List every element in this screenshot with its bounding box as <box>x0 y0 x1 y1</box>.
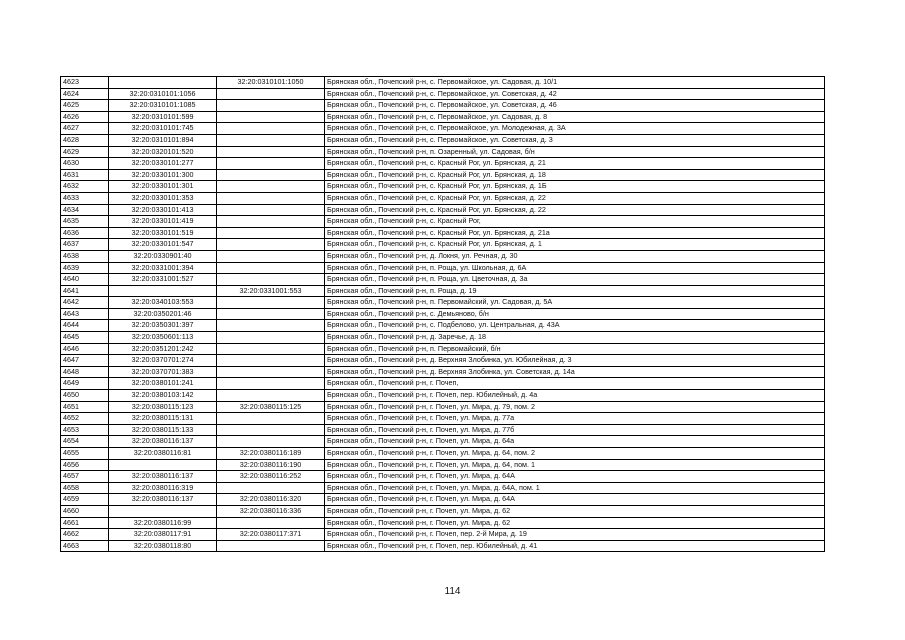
premises-cadastral-number-cell: 32:20:0380116:320 <box>217 494 325 506</box>
address-cell: Брянская обл., Почепский р-н, с. Красный Рог, ул. Брянская, д. 22 <box>325 204 825 216</box>
address-cell: Брянская обл., Почепский р-н, с. Первомайское, ул. Советская, д. 3 <box>325 134 825 146</box>
cadastral-number-cell: 32:20:0340103:553 <box>109 297 217 309</box>
cadastral-number-cell: 32:20:0380116:319 <box>109 482 217 494</box>
address-cell: Брянская обл., Почепский р-н, с. Красный Рог, ул. Брянская, д. 22 <box>325 192 825 204</box>
address-cell: Брянская обл., Почепский р-н, с. Красный Рог, ул. Брянская, д. 1 <box>325 239 825 251</box>
table-row <box>61 401 825 413</box>
record-number-cell: 4658 <box>61 482 109 494</box>
cadastral-number-cell: 32:20:0310101:745 <box>109 123 217 135</box>
table-row <box>61 332 825 344</box>
table-row <box>61 88 825 100</box>
record-number-cell: 4626 <box>61 111 109 123</box>
cadastral-number-cell: 32:20:0350201:46 <box>109 308 217 320</box>
address-cell: Брянская обл., Почепский р-н, г. Почеп, ул. Мира, д. 64А <box>325 471 825 483</box>
premises-cadastral-number-cell: 32:20:0380115:125 <box>217 401 325 413</box>
cadastral-number-cell: 32:20:0380115:123 <box>109 401 217 413</box>
table-row <box>61 366 825 378</box>
table-row <box>61 123 825 135</box>
cadastral-number-cell: 32:20:0330101:277 <box>109 158 217 170</box>
table-row <box>61 181 825 193</box>
address-cell: Брянская обл., Почепский р-н, г. Почеп, ул. Мира, д. 64А <box>325 494 825 506</box>
address-cell: Брянская обл., Почепский р-н, п. Роща, д. 19 <box>325 285 825 297</box>
cadastral-number-cell: 32:20:0330101:419 <box>109 216 217 228</box>
address-cell: Брянская обл., Почепский р-н, п. Роща, ул. Школьная, д. 6А <box>325 262 825 274</box>
record-number-cell: 4640 <box>61 274 109 286</box>
cadastral-number-cell: 32:20:0331001:394 <box>109 262 217 274</box>
table-row <box>61 77 825 89</box>
record-number-cell: 4624 <box>61 88 109 100</box>
cadastral-number-cell: 32:20:0380116:137 <box>109 471 217 483</box>
table-row <box>61 169 825 181</box>
cadastral-number-cell: 32:20:0330101:547 <box>109 239 217 251</box>
premises-cadastral-number-cell <box>217 192 325 204</box>
record-number-cell: 4649 <box>61 378 109 390</box>
record-number-cell: 4633 <box>61 192 109 204</box>
cadastral-number-cell <box>109 285 217 297</box>
table-row <box>61 517 825 529</box>
record-number-cell: 4639 <box>61 262 109 274</box>
premises-cadastral-number-cell <box>217 262 325 274</box>
table-row <box>61 285 825 297</box>
cadastral-number-cell: 32:20:0330101:300 <box>109 169 217 181</box>
address-cell: Брянская обл., Почепский р-н, п. Первомайский, б/н <box>325 343 825 355</box>
table-row <box>61 413 825 425</box>
table-row <box>61 355 825 367</box>
cadastral-number-cell: 32:20:0330901:40 <box>109 250 217 262</box>
record-number-cell: 4637 <box>61 239 109 251</box>
premises-cadastral-number-cell <box>217 366 325 378</box>
table-row <box>61 297 825 309</box>
address-cell: Брянская обл., Почепский р-н, с. Подбелово, ул. Центральная, д. 43А <box>325 320 825 332</box>
record-number-cell: 4656 <box>61 459 109 471</box>
table-row <box>61 227 825 239</box>
record-number-cell: 4634 <box>61 204 109 216</box>
cadastral-number-cell: 32:20:0310101:1085 <box>109 100 217 112</box>
table-row <box>61 134 825 146</box>
cadastral-number-cell <box>109 459 217 471</box>
record-number-cell: 4632 <box>61 181 109 193</box>
address-cell: Брянская обл., Почепский р-н, г. Почеп, ул. Мира, д. 64, пом. 2 <box>325 448 825 460</box>
record-number-cell: 4657 <box>61 471 109 483</box>
address-cell: Брянская обл., Почепский р-н, с. Демьяново, б/н <box>325 308 825 320</box>
premises-cadastral-number-cell: 32:20:0380116:336 <box>217 505 325 517</box>
address-cell: Брянская обл., Почепский р-н, г. Почеп, ул. Мира, д. 64а <box>325 436 825 448</box>
premises-cadastral-number-cell <box>217 540 325 552</box>
premises-cadastral-number-cell <box>217 250 325 262</box>
cadastral-number-cell: 32:20:0380115:131 <box>109 413 217 425</box>
premises-cadastral-number-cell <box>217 413 325 425</box>
cadastral-number-cell: 32:20:0370701:383 <box>109 366 217 378</box>
record-number-cell: 4662 <box>61 529 109 541</box>
address-cell: Брянская обл., Почепский р-н, с. Первомайское, ул. Садовая, д. 10/1 <box>325 77 825 89</box>
table-row <box>61 320 825 332</box>
record-number-cell: 4653 <box>61 424 109 436</box>
record-number-cell: 4654 <box>61 436 109 448</box>
cadastral-number-cell <box>109 505 217 517</box>
premises-cadastral-number-cell: 32:20:0310101:1050 <box>217 77 325 89</box>
record-number-cell: 4659 <box>61 494 109 506</box>
record-number-cell: 4623 <box>61 77 109 89</box>
table-row <box>61 482 825 494</box>
premises-cadastral-number-cell <box>217 169 325 181</box>
table-row <box>61 204 825 216</box>
premises-cadastral-number-cell <box>217 111 325 123</box>
address-cell: Брянская обл., Почепский р-н, д. Локня, ул. Речная, д. 30 <box>325 250 825 262</box>
record-number-cell: 4630 <box>61 158 109 170</box>
address-cell: Брянская обл., Почепский р-н, г. Почеп, ул. Мира, д. 77а <box>325 413 825 425</box>
record-number-cell: 4655 <box>61 448 109 460</box>
table-row <box>61 529 825 541</box>
cadastral-number-cell: 32:20:0380118:80 <box>109 540 217 552</box>
address-cell: Брянская обл., Почепский р-н, с. Красный Рог, <box>325 216 825 228</box>
address-cell: Брянская обл., Почепский р-н, с. Первомайское, ул. Советская, д. 46 <box>325 100 825 112</box>
table-row <box>61 262 825 274</box>
table-row <box>61 494 825 506</box>
record-number-cell: 4644 <box>61 320 109 332</box>
table-row <box>61 436 825 448</box>
premises-cadastral-number-cell: 32:20:0380116:252 <box>217 471 325 483</box>
premises-cadastral-number-cell <box>217 123 325 135</box>
record-number-cell: 4629 <box>61 146 109 158</box>
record-number-cell: 4647 <box>61 355 109 367</box>
record-number-cell: 4651 <box>61 401 109 413</box>
premises-cadastral-number-cell <box>217 297 325 309</box>
record-number-cell: 4627 <box>61 123 109 135</box>
premises-cadastral-number-cell <box>217 436 325 448</box>
record-number-cell: 4631 <box>61 169 109 181</box>
record-number-cell: 4635 <box>61 216 109 228</box>
address-cell: Брянская обл., Почепский р-н, г. Почеп, пер. Юбилейный, д. 41 <box>325 540 825 552</box>
address-cell: Брянская обл., Почепский р-н, с. Красный Рог, ул. Брянская, д. 1Б <box>325 181 825 193</box>
record-number-cell: 4628 <box>61 134 109 146</box>
premises-cadastral-number-cell: 32:20:0380116:189 <box>217 448 325 460</box>
address-cell: Брянская обл., Почепский р-н, д. Заречье, д. 18 <box>325 332 825 344</box>
address-cell: Брянская обл., Почепский р-н, г. Почеп, ул. Мира, д. 79, пом. 2 <box>325 401 825 413</box>
table-row <box>61 146 825 158</box>
property-register-table <box>60 76 825 552</box>
record-number-cell: 4642 <box>61 297 109 309</box>
premises-cadastral-number-cell <box>217 88 325 100</box>
premises-cadastral-number-cell: 32:20:0380116:190 <box>217 459 325 471</box>
cadastral-number-cell <box>109 77 217 89</box>
record-number-cell: 4641 <box>61 285 109 297</box>
cadastral-number-cell: 32:20:0380116:137 <box>109 494 217 506</box>
cadastral-number-cell: 32:20:0350301:397 <box>109 320 217 332</box>
table-row <box>61 390 825 402</box>
premises-cadastral-number-cell <box>217 100 325 112</box>
cadastral-number-cell: 32:20:0320101:520 <box>109 146 217 158</box>
table-row <box>61 343 825 355</box>
address-cell: Брянская обл., Почепский р-н, с. Первомайское, ул. Садовая, д. 8 <box>325 111 825 123</box>
premises-cadastral-number-cell: 32:20:0380117:371 <box>217 529 325 541</box>
record-number-cell: 4660 <box>61 505 109 517</box>
cadastral-number-cell: 32:20:0330101:519 <box>109 227 217 239</box>
record-number-cell: 4648 <box>61 366 109 378</box>
cadastral-number-cell: 32:20:0370701:274 <box>109 355 217 367</box>
address-cell: Брянская обл., Почепский р-н, г. Почеп, <box>325 378 825 390</box>
cadastral-number-cell: 32:20:0380101:241 <box>109 378 217 390</box>
record-number-cell: 4650 <box>61 390 109 402</box>
premises-cadastral-number-cell <box>217 424 325 436</box>
table-row <box>61 158 825 170</box>
premises-cadastral-number-cell <box>217 181 325 193</box>
premises-cadastral-number-cell <box>217 355 325 367</box>
table-row <box>61 111 825 123</box>
cadastral-number-cell: 32:20:0330101:301 <box>109 181 217 193</box>
premises-cadastral-number-cell <box>217 274 325 286</box>
record-number-cell: 4638 <box>61 250 109 262</box>
address-cell: Брянская обл., Почепский р-н, г. Почеп, ул. Мира, д. 62 <box>325 505 825 517</box>
table-row <box>61 192 825 204</box>
address-cell: Брянская обл., Почепский р-н, с. Красный Рог, ул. Брянская, д. 18 <box>325 169 825 181</box>
address-cell: Брянская обл., Почепский р-н, г. Почеп, ул. Мира, д. 62 <box>325 517 825 529</box>
record-number-cell: 4645 <box>61 332 109 344</box>
premises-cadastral-number-cell <box>217 378 325 390</box>
table-row <box>61 378 825 390</box>
cadastral-number-cell: 32:20:0380115:133 <box>109 424 217 436</box>
address-cell: Брянская обл., Почепский р-н, п. Озаренный, ул. Садовая, б/н <box>325 146 825 158</box>
cadastral-number-cell: 32:20:0380117:91 <box>109 529 217 541</box>
cadastral-number-cell: 32:20:0380103:142 <box>109 390 217 402</box>
address-cell: Брянская обл., Почепский р-н, п. Первомайский, ул. Садовая, д. 5А <box>325 297 825 309</box>
premises-cadastral-number-cell <box>217 227 325 239</box>
register-table-body <box>61 77 825 552</box>
table-row <box>61 505 825 517</box>
page-number: 114 <box>444 586 461 597</box>
table-row <box>61 424 825 436</box>
record-number-cell: 4663 <box>61 540 109 552</box>
table-row <box>61 308 825 320</box>
table-row <box>61 100 825 112</box>
address-cell: Брянская обл., Почепский р-н, с. Красный Рог, ул. Брянская, д. 21а <box>325 227 825 239</box>
cadastral-number-cell: 32:20:0310101:599 <box>109 111 217 123</box>
premises-cadastral-number-cell <box>217 239 325 251</box>
premises-cadastral-number-cell <box>217 146 325 158</box>
premises-cadastral-number-cell <box>217 343 325 355</box>
table-row <box>61 239 825 251</box>
table-row <box>61 216 825 228</box>
table-row <box>61 448 825 460</box>
premises-cadastral-number-cell <box>217 204 325 216</box>
record-number-cell: 4636 <box>61 227 109 239</box>
table-row <box>61 459 825 471</box>
record-number-cell: 4646 <box>61 343 109 355</box>
cadastral-number-cell: 32:20:0350601:113 <box>109 332 217 344</box>
premises-cadastral-number-cell <box>217 320 325 332</box>
address-cell: Брянская обл., Почепский р-н, с. Первомайское, ул. Советская, д. 42 <box>325 88 825 100</box>
record-number-cell: 4625 <box>61 100 109 112</box>
cadastral-number-cell: 32:20:0310101:1056 <box>109 88 217 100</box>
premises-cadastral-number-cell <box>217 482 325 494</box>
premises-cadastral-number-cell <box>217 134 325 146</box>
premises-cadastral-number-cell <box>217 332 325 344</box>
table-row <box>61 471 825 483</box>
premises-cadastral-number-cell <box>217 308 325 320</box>
premises-cadastral-number-cell: 32:20:0331001:553 <box>217 285 325 297</box>
address-cell: Брянская обл., Почепский р-н, с. Первомайское, ул. Молодежная, д. 3А <box>325 123 825 135</box>
address-cell: Брянская обл., Почепский р-н, г. Почеп, пер. 2-й Мира, д. 19 <box>325 529 825 541</box>
premises-cadastral-number-cell <box>217 216 325 228</box>
address-cell: Брянская обл., Почепский р-н, с. Красный Рог, ул. Брянская, д. 21 <box>325 158 825 170</box>
cadastral-number-cell: 32:20:0330101:413 <box>109 204 217 216</box>
table-row <box>61 250 825 262</box>
premises-cadastral-number-cell <box>217 390 325 402</box>
premises-cadastral-number-cell <box>217 158 325 170</box>
address-cell: Брянская обл., Почепский р-н, д. Верхняя Злобинка, ул. Советская, д. 14а <box>325 366 825 378</box>
table-row <box>61 274 825 286</box>
cadastral-number-cell: 32:20:0331001:527 <box>109 274 217 286</box>
premises-cadastral-number-cell <box>217 517 325 529</box>
address-cell: Брянская обл., Почепский р-н, г. Почеп, ул. Мира, д. 64А, пом. 1 <box>325 482 825 494</box>
table-row <box>61 540 825 552</box>
record-number-cell: 4652 <box>61 413 109 425</box>
cadastral-number-cell: 32:20:0380116:99 <box>109 517 217 529</box>
address-cell: Брянская обл., Почепский р-н, г. Почеп, пер. Юбилейный, д. 4а <box>325 390 825 402</box>
cadastral-number-cell: 32:20:0330101:353 <box>109 192 217 204</box>
record-number-cell: 4661 <box>61 517 109 529</box>
address-cell: Брянская обл., Почепский р-н, п. Роща, ул. Цветочная, д. 3а <box>325 274 825 286</box>
cadastral-number-cell: 32:20:0351201:242 <box>109 343 217 355</box>
cadastral-number-cell: 32:20:0380116:137 <box>109 436 217 448</box>
address-cell: Брянская обл., Почепский р-н, г. Почеп, ул. Мира, д. 64, пом. 1 <box>325 459 825 471</box>
record-number-cell: 4643 <box>61 308 109 320</box>
cadastral-number-cell: 32:20:0310101:894 <box>109 134 217 146</box>
address-cell: Брянская обл., Почепский р-н, д. Верхняя Злобинка, ул. Юбилейная, д. 3 <box>325 355 825 367</box>
cadastral-number-cell: 32:20:0380116:81 <box>109 448 217 460</box>
address-cell: Брянская обл., Почепский р-н, г. Почеп, ул. Мира, д. 77б <box>325 424 825 436</box>
